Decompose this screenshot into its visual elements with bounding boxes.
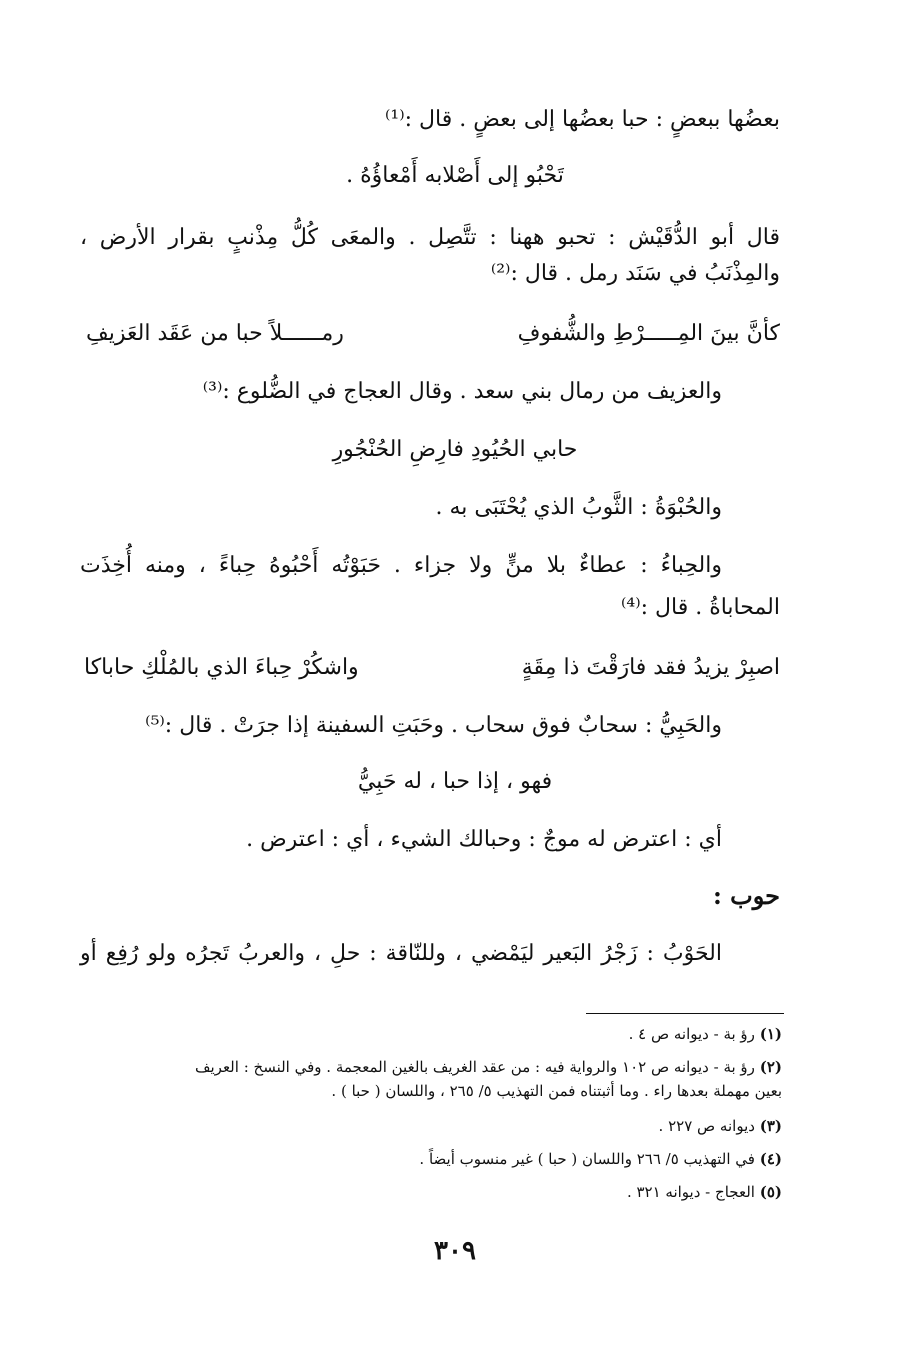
footnote-4 <box>419 1148 782 1170</box>
body-line-12: والحَبِيُّ : سحابٌ فوق سحاب . وحَبَتِ السفينة إذا جرَتْ . قال :⁽⁵⁾ <box>145 713 722 738</box>
entry-heading: حوب : <box>712 881 780 910</box>
footnote-3 <box>659 1115 782 1137</box>
footnote-number: (٣) <box>759 1117 782 1135</box>
footnote-number: (٢) <box>759 1058 782 1076</box>
verse-hemistich-left: واشكُرْ حِباءَ الذي بالمُلْكِ حاباكا <box>84 655 359 680</box>
footnote-2-continued: بعين مهملة بعدها راء . وما أثبتناه فمن التهذيب ٥/ ٢٦٥ ، واللسان ( حبا ) . <box>331 1082 782 1100</box>
footnote-5 <box>627 1181 782 1203</box>
body-line-4: والمِذْنَبُ في سَنَد رمل . قال :⁽²⁾ <box>490 261 780 286</box>
body-line-3: قال أبو الدُّقَيْش : تحبو ههنا : تتَّصِل . والمعَى كُلُّ مِذْنبٍ بقرار الأرض ، <box>80 225 780 250</box>
footnote-text: رؤ بة - ديوانه ص ٤ . <box>628 1025 755 1043</box>
footnote-text: ديوانه ص ٢٢٧ . <box>658 1117 755 1135</box>
footnote-text: رؤ بة - ديوانه ص ١٠٢ والرواية فيه : من عقد الغريف بالغين المعجمة . وفي النسخ : العريف <box>194 1058 755 1076</box>
footnote-number: (٤) <box>759 1150 782 1168</box>
verse-line: حابي الحُيُودِ فارِضِ الحُنْجُورِ <box>332 437 578 462</box>
footnote-number: (٥) <box>759 1183 782 1201</box>
footnote-separator <box>586 1013 784 1014</box>
footnote-1 <box>629 1023 782 1045</box>
body-line-6: والعزيف من رمال بني سعد . وقال العجاج في الضُّلوع :⁽³⁾ <box>202 379 722 404</box>
body-line-8: والحُبْوَةُ : الثَّوبُ الذي يُحْتَبَى به . <box>435 495 722 520</box>
verse-line: تَحْبُو إلى أَصْلابه أَمْعاؤُهُ . <box>346 163 564 188</box>
verse-hemistich-left: رمــــــلاً حبا من عَقَد العَزيفِ <box>86 321 344 346</box>
footnote-number: (١) <box>759 1025 782 1043</box>
body-line-15: الحَوْبُ : زَجْرُ البَعير ليَمْضي ، وللنّاقة : حلِ ، والعربُ تَجرُه ولو رُفِع أو <box>80 941 722 966</box>
verse-hemistich-right: كأنَّ بينَ المِـــــرْطِ والشُّفوفِ <box>517 321 780 346</box>
footnote-text: العجاج - ديوانه ٣٢١ . <box>626 1183 755 1201</box>
footnote-text: في التهذيب ٥/ ٢٦٦ واللسان ( حبا ) غير منسوب أيضاً . <box>419 1150 755 1168</box>
body-line-14: أي : اعترض له موجٌ : وحبالك الشيء ، أي : اعترض . <box>246 827 722 852</box>
verse-hemistich-right: اصبِرْ يزيدُ فقد فارَقْتَ ذا مِقَةٍ <box>521 655 780 680</box>
verse-line: فهو ، إذا حبا ، له حَبِيُّ <box>357 769 553 794</box>
body-line-10: المحاباةُ . قال :⁽⁴⁾ <box>620 595 780 620</box>
body-line-9: والحِباءُ : عطاءٌ بلا منٍّ ولا جزاء . حَبَوْتُه أَحْبُوهُ حِباءً ، ومنه أُخِذَت <box>80 553 722 578</box>
footnote-2 <box>195 1056 782 1078</box>
page-number: ٣٠٩ <box>434 1236 476 1266</box>
body-line-1: بعضُها ببعضٍ : حبا بعضُها إلى بعضٍ . قال :⁽¹⁾ <box>384 107 780 132</box>
